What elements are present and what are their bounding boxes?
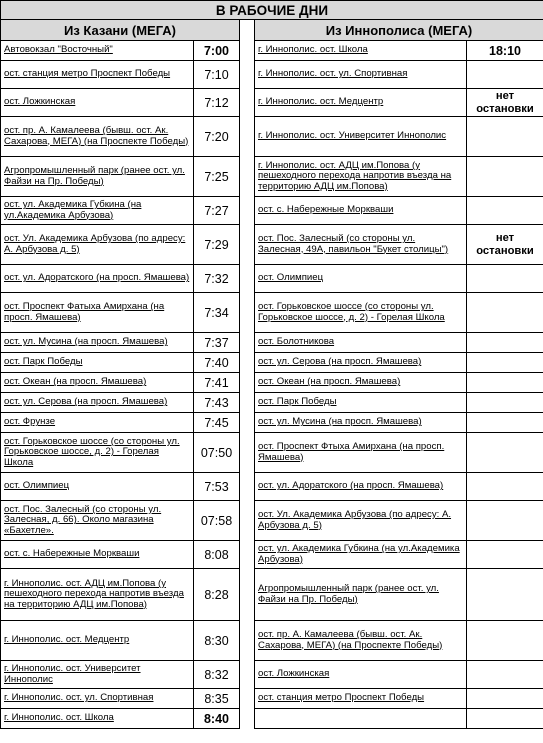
outbound-departure-time: 7:37 [194, 333, 240, 353]
column-gap [240, 157, 255, 197]
outbound-departure-time: 8:28 [194, 569, 240, 621]
table-row [1, 293, 543, 333]
outbound-departure-time: 7:20 [194, 117, 240, 157]
outbound-departure-time: 8:32 [194, 661, 240, 689]
column-gap [240, 89, 255, 117]
return-departure-time [467, 393, 543, 413]
table-row [1, 89, 543, 117]
outbound-departure-time: 7:29 [194, 225, 240, 265]
return-departure-time: 18:10 [467, 41, 543, 61]
return-stop-name: ост. Пос. Залесный (со стороны ул. Залесная, 49А, павильон "Букет столицы") [255, 225, 467, 265]
outbound-departure-time: 7:45 [194, 413, 240, 433]
outbound-stop-name: ост. Парк Победы [1, 353, 194, 373]
table-row [1, 569, 543, 621]
column-gap [240, 413, 255, 433]
return-departure-time [467, 413, 543, 433]
outbound-departure-time: 7:12 [194, 89, 240, 117]
table-row [1, 157, 543, 197]
from-kazan-header: Из Казани (МЕГА) [1, 20, 240, 41]
outbound-stop-name: ост. Океан (на просп. Ямашева) [1, 373, 194, 393]
outbound-stop-name: Агропромышленный парк (ранее ост. ул. Файзи на Пр. Победы) [1, 157, 194, 197]
outbound-stop-name: ост. с. Набережные Моркваши [1, 541, 194, 569]
return-departure-time [467, 569, 543, 621]
outbound-departure-time: 8:30 [194, 621, 240, 661]
outbound-stop-name: ост. Пос. Залесный (со стороны ул. Залесная, д. 66). Около магазина «Бахетле». [1, 501, 194, 541]
return-stop-name: г. Иннополис. ост. ул. Спортивная [255, 61, 467, 89]
return-departure-time [467, 373, 543, 393]
outbound-departure-time: 7:41 [194, 373, 240, 393]
return-stop-name: ост. ул. Академика Губкина (на ул.Академика Арбузова) [255, 541, 467, 569]
return-departure-time [467, 473, 543, 501]
table-row [1, 393, 543, 413]
outbound-stop-name: ост. ул. Мусина (на просп. Ямашева) [1, 333, 194, 353]
outbound-departure-time: 8:40 [194, 709, 240, 729]
return-departure-time [467, 293, 543, 333]
column-gap [240, 689, 255, 709]
table-row [1, 225, 543, 265]
return-stop-name: ост. с. Набережные Моркваши [255, 197, 467, 225]
return-departure-time [467, 501, 543, 541]
return-stop-name: ост. Парк Победы [255, 393, 467, 413]
outbound-departure-time: 07:50 [194, 433, 240, 473]
column-gap [240, 41, 255, 61]
column-gap [240, 293, 255, 333]
outbound-stop-name: г. Иннополис. ост. АДЦ им.Попова (у пешеходного перехода напротив въезда на территорию АДЦ им.Попова) [1, 569, 194, 621]
return-stop-name: ост. Ложкинская [255, 661, 467, 689]
column-gap [240, 433, 255, 473]
column-gap [240, 373, 255, 393]
return-stop-name: Агропромышленный парк (ранее ост. ул. Файзи на Пр. Победы) [255, 569, 467, 621]
return-stop-name: ост. ул. Мусина (на просп. Ямашева) [255, 413, 467, 433]
return-departure-time [467, 353, 543, 373]
outbound-stop-name: ост. Проспект Фатыха Амирхана (на просп. Ямашева) [1, 293, 194, 333]
return-departure-time [467, 265, 543, 293]
return-departure-time [467, 433, 543, 473]
outbound-departure-time: 07:58 [194, 501, 240, 541]
return-stop-name: ост. ул. Адоратского (на просп. Ямашева) [255, 473, 467, 501]
outbound-stop-name: ост. Фрунзе [1, 413, 194, 433]
return-stop-name [255, 709, 467, 729]
column-gap [240, 225, 255, 265]
return-departure-time [467, 117, 543, 157]
outbound-departure-time: 7:53 [194, 473, 240, 501]
schedule-title: В РАБОЧИЕ ДНИ [1, 1, 543, 20]
column-gap [240, 265, 255, 293]
column-gap [240, 661, 255, 689]
column-gap [240, 473, 255, 501]
column-gap [240, 20, 255, 41]
return-stop-name: ост. ул. Серова (на просп. Ямашева) [255, 353, 467, 373]
return-departure-time [467, 333, 543, 353]
outbound-stop-name: ост. ул. Адоратского (на просп. Ямашева) [1, 265, 194, 293]
table-row [1, 473, 543, 501]
return-departure-time [467, 621, 543, 661]
outbound-stop-name: г. Иннополис. ост. Школа [1, 709, 194, 729]
return-stop-name: ост. Болотникова [255, 333, 467, 353]
outbound-stop-name: ост. Горьковское шоссе (со стороны ул. Горьковское шоссе, д. 2) - Горелая Школа [1, 433, 194, 473]
return-stop-name: ост. станция метро Проспект Победы [255, 689, 467, 709]
table-row [1, 541, 543, 569]
table-row [1, 413, 543, 433]
outbound-stop-name: ост. ул. Академика Губкина (на ул.Академика Арбузова) [1, 197, 194, 225]
outbound-departure-time: 7:32 [194, 265, 240, 293]
return-stop-name: ост. пр. А. Камалеева (бывш. ост. Ак. Сахарова, МЕГА) (на Проспекте Победы) [255, 621, 467, 661]
table-row [1, 265, 543, 293]
outbound-departure-time: 8:08 [194, 541, 240, 569]
column-gap [240, 333, 255, 353]
table-row [1, 117, 543, 157]
column-gap [240, 353, 255, 373]
table-row [1, 709, 543, 729]
outbound-stop-name: ост. Ул. Академика Арбузова (по адресу: А. Арбузова д. 5) [1, 225, 194, 265]
outbound-stop-name: г. Иннополис. ост. Университет Иннополис [1, 661, 194, 689]
table-row [1, 501, 543, 541]
outbound-departure-time: 7:00 [194, 41, 240, 61]
outbound-departure-time: 7:27 [194, 197, 240, 225]
table-row [1, 333, 543, 353]
table-row [1, 433, 543, 473]
return-stop-name: ост. Олимпиец [255, 265, 467, 293]
return-stop-name: ост. Горьковское шоссе (со стороны ул. Горьковское шоссе, д. 2) - Горелая Школа [255, 293, 467, 333]
column-gap [240, 197, 255, 225]
return-stop-name: г. Иннополис. ост. Университет Иннополис [255, 117, 467, 157]
outbound-stop-name: ост. пр. А. Камалеева (бывш. ост. Ак. Сахарова, МЕГА) (на Проспекте Победы) [1, 117, 194, 157]
outbound-departure-time: 7:40 [194, 353, 240, 373]
no-stop-note: нет остановки [467, 89, 543, 117]
table-row [1, 353, 543, 373]
return-departure-time [467, 157, 543, 197]
outbound-departure-time: 7:25 [194, 157, 240, 197]
return-stop-name: г. Иннополис. ост. Школа [255, 41, 467, 61]
column-gap [240, 501, 255, 541]
return-departure-time [467, 709, 543, 729]
table-row [1, 373, 543, 393]
outbound-stop-name: Автовокзал "Восточный" [1, 41, 194, 61]
table-row [1, 661, 543, 689]
outbound-stop-name: ост. Олимпиец [1, 473, 194, 501]
column-gap [240, 569, 255, 621]
outbound-stop-name: г. Иннополис. ост. ул. Спортивная [1, 689, 194, 709]
return-departure-time [467, 689, 543, 709]
return-departure-time [467, 541, 543, 569]
return-stop-name: ост. Океан (на просп. Ямашева) [255, 373, 467, 393]
outbound-stop-name: ост. ул. Серова (на просп. Ямашева) [1, 393, 194, 413]
outbound-stop-name: ост. Ложкинская [1, 89, 194, 117]
outbound-departure-time: 8:35 [194, 689, 240, 709]
column-gap [240, 709, 255, 729]
table-row [1, 197, 543, 225]
table-row [1, 41, 543, 61]
return-stop-name: ост. Ул. Академика Арбузова (по адресу: А. Арбузова д. 5) [255, 501, 467, 541]
column-gap [240, 393, 255, 413]
table-row [1, 61, 543, 89]
outbound-departure-time: 7:10 [194, 61, 240, 89]
no-stop-note: нет остановки [467, 225, 543, 265]
column-gap [240, 61, 255, 89]
return-departure-time [467, 61, 543, 89]
outbound-departure-time: 7:34 [194, 293, 240, 333]
from-innopolis-header: Из Иннополиса (МЕГА) [255, 20, 543, 41]
return-stop-name: ост. Проспект Фтыха Амирхана (на просп. Ямашева) [255, 433, 467, 473]
return-stop-name: г. Иннополис. ост. АДЦ им.Попова (у пешеходного перехода напротив въезда на территорию АДЦ им.Попова) [255, 157, 467, 197]
column-gap [240, 621, 255, 661]
return-departure-time [467, 197, 543, 225]
return-departure-time [467, 661, 543, 689]
outbound-departure-time: 7:43 [194, 393, 240, 413]
table-row [1, 621, 543, 661]
table-row [1, 689, 543, 709]
column-gap [240, 541, 255, 569]
column-gap [240, 117, 255, 157]
return-stop-name: г. Иннополис. ост. Медцентр [255, 89, 467, 117]
outbound-stop-name: г. Иннополис. ост. Медцентр [1, 621, 194, 661]
outbound-stop-name: ост. станция метро Проспект Победы [1, 61, 194, 89]
